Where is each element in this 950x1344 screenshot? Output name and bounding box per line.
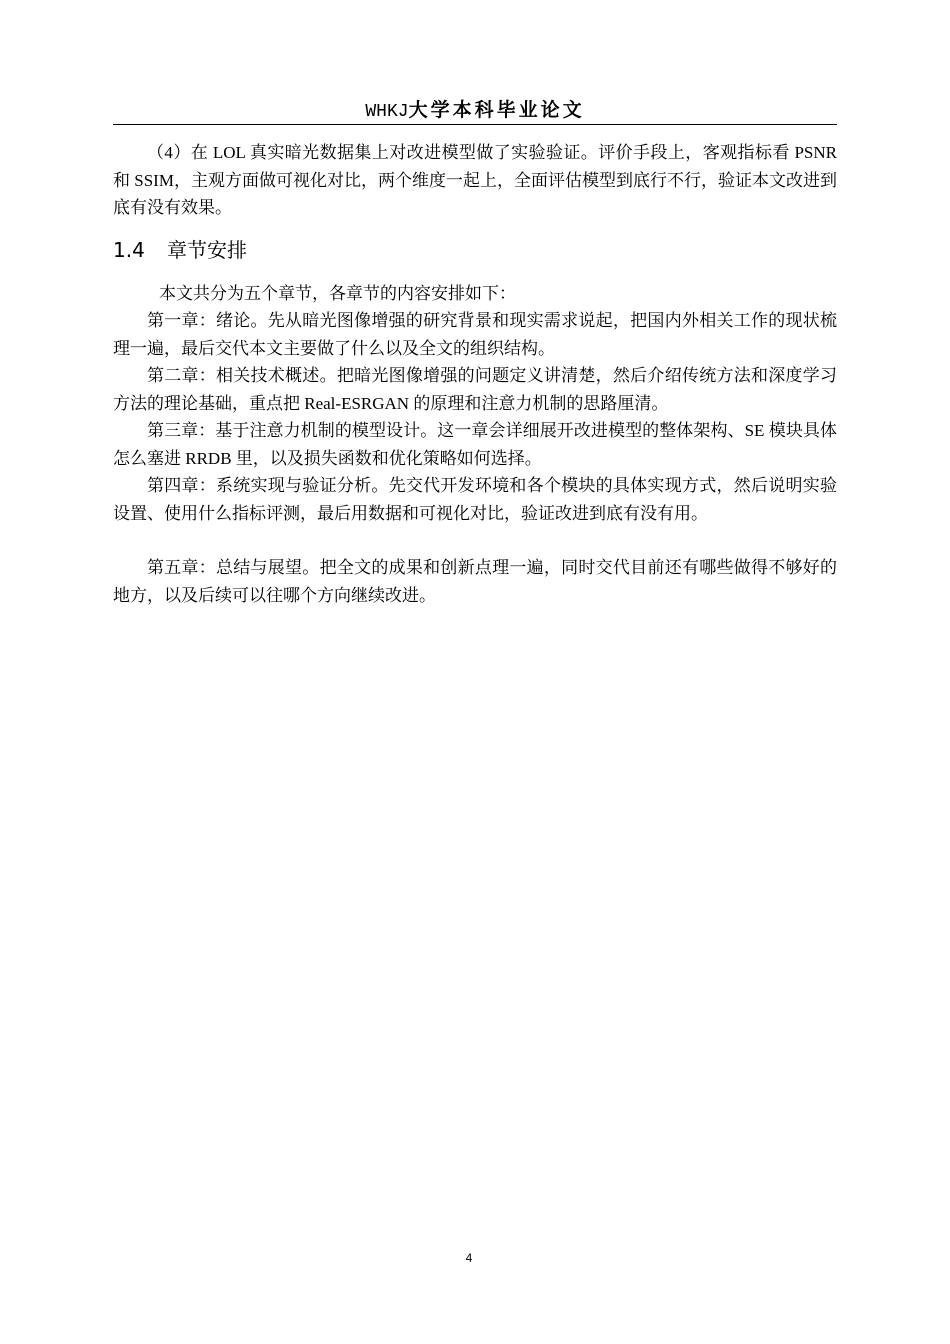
paragraph-item-4: （4）在 LOL 真实暗光数据集上对改进模型做了实验验证。评价手段上，客观指标看 PSNR 和 SSIM，主观方面做可视化对比，两个维度一起上，全面评估模型到底行不行，验证本文改进到底有没有效果。: [113, 143, 837, 217]
header-university-code: WHKJ: [365, 102, 409, 122]
header-divider: [113, 124, 837, 125]
header-thesis-title: 大学本科毕业论文: [408, 99, 585, 121]
section-title: 章节安排: [167, 238, 247, 262]
paragraph-chapter-4: 第四章：系统实现与验证分析。先交代开发环境和各个模块的具体实现方式，然后说明实验设置、使用什么指标评测，最后用数据和可视化对比，验证改进到底有没有用。: [113, 476, 837, 523]
paragraph-intro: 本文共分为五个章节，各章节的内容安排如下：: [159, 284, 516, 303]
paragraph-chapter-2: 第二章：相关技术概述。把暗光图像增强的问题定义讲清楚，然后介绍传统方法和深度学习方法的理论基础，重点把 Real-ESRGAN 的原理和注意力机制的思路厘清。: [113, 366, 837, 413]
running-header: [113, 95, 837, 122]
section-heading: [113, 236, 837, 264]
paragraph-chapter-1: 第一章：绪论。先从暗光图像增强的研究背景和现实需求说起，把国内外相关工作的现状梳理一遍，最后交代本文主要做了什么以及全文的组织结构。: [113, 311, 837, 358]
page-number: 4: [465, 1251, 473, 1265]
section-number: 1.4: [113, 238, 145, 262]
paragraph-chapter-5: 第五章：总结与展望。把全文的成果和创新点理一遍，同时交代目前还有哪些做得不够好的地方，以及后续可以往哪个方向继续改进。: [113, 558, 837, 605]
paragraph-chapter-3: 第三章：基于注意力机制的模型设计。这一章会详细展开改进模型的整体架构、SE 模块具体怎么塞进 RRDB 里，以及损失函数和优化策略如何选择。: [113, 421, 837, 468]
